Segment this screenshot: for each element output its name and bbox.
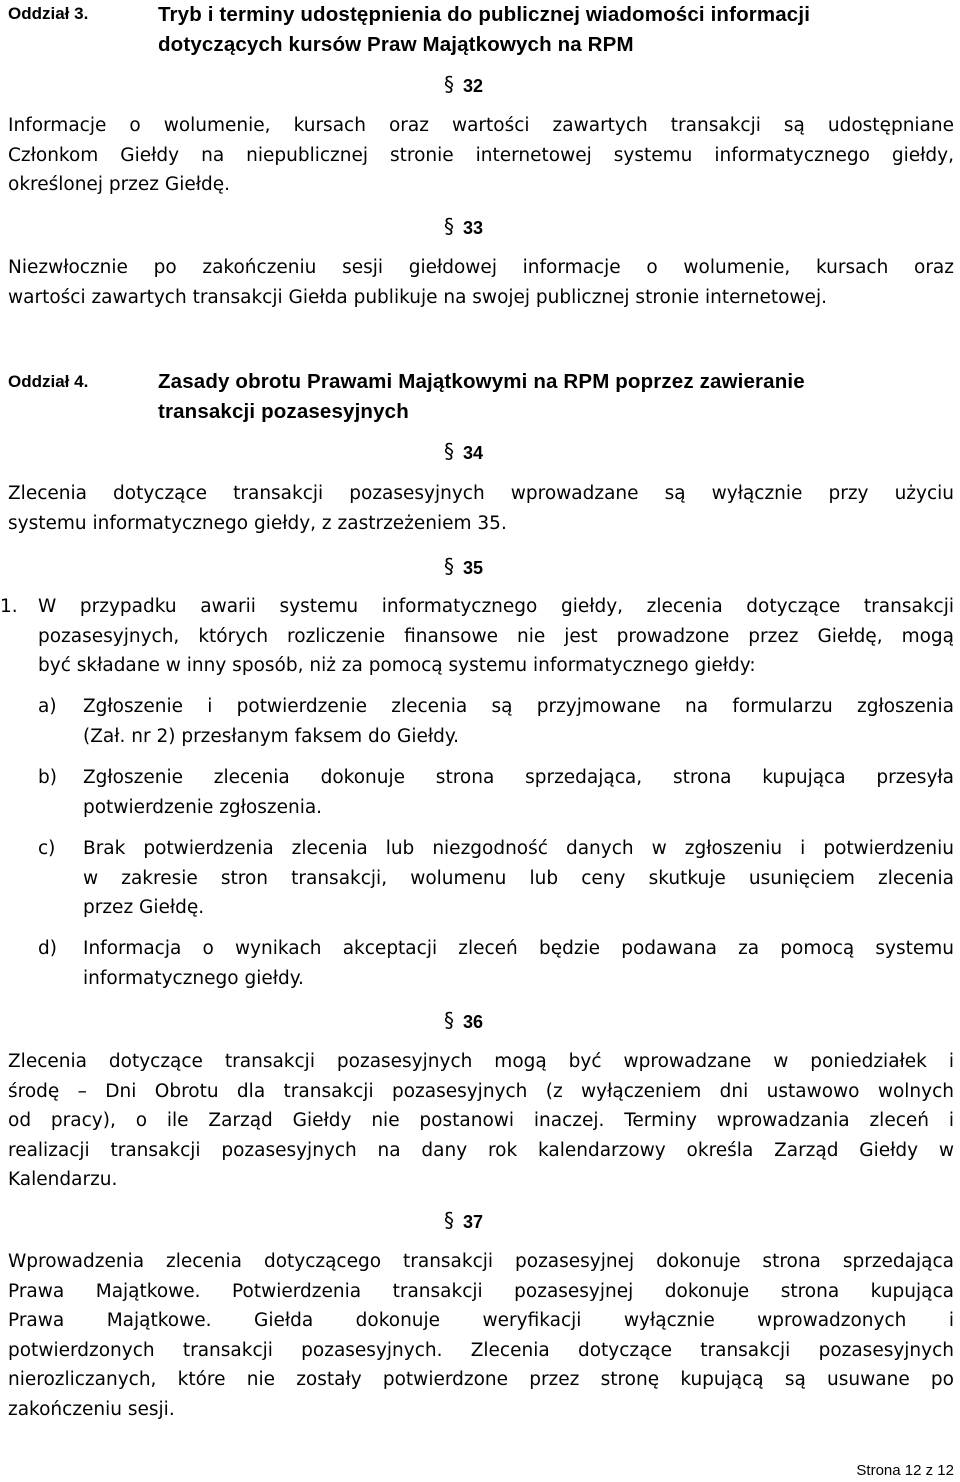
- page-number: Strona 12 z 12: [856, 1462, 954, 1479]
- section-3-title-line: dotyczących kursów Praw Majątkowych na RPM: [158, 33, 634, 56]
- section-3-title-line: Tryb i terminy udostępnienia do publicznej wiadomości informacji: [158, 3, 811, 26]
- list-item-c: [83, 834, 954, 923]
- text-line: środę – Dni Obrotu dla transakcji pozasesyjnych (z wyłączeniem dni ustawowo wolnych: [8, 1080, 954, 1102]
- paragraph-33-number: 33: [463, 218, 484, 238]
- text-line: Zgłoszenie i potwierdzenie zlecenia są przyjmowane na formularzu zgłoszenia: [83, 696, 954, 717]
- paragraph-32-number: 32: [463, 76, 484, 96]
- text-line: (Zał. nr 2) przesłanym faksem do Giełdy.: [83, 725, 460, 747]
- paragraph-35-number: 35: [463, 558, 484, 578]
- text-line: Członkom Giełdy na niepublicznej stronie internetowej systemu informatycznego giełdy,: [8, 144, 954, 166]
- text-line: Kalendarzu.: [8, 1169, 118, 1190]
- text-line: Niezwłocznie po zakończeniu sesji giełdowej informacje o wolumenie, kursach oraz: [8, 257, 954, 278]
- paragraph-36-number: 36: [463, 1012, 484, 1032]
- list-letter: a): [38, 696, 57, 717]
- paragraph-37-number: 37: [463, 1212, 484, 1232]
- section-4-title-line: Zasady obrotu Prawami Majątkowymi na RPM poprzez zawieranie: [158, 370, 805, 393]
- text-line: Zlecenia dotyczące transakcji pozasesyjnych wprowadzane są wyłącznie przy użyciu: [8, 483, 954, 504]
- paragraph-36-text: [8, 1047, 954, 1195]
- text-line: być składane w inny sposób, niż za pomocą systemu informatycznego giełdy:: [38, 655, 756, 676]
- section-sign-icon: §: [444, 1208, 454, 1232]
- section-3-label: Oddział 3.: [8, 4, 89, 23]
- text-line: Informacje o wolumenie, kursach oraz wartości zawartych transakcji są udostępniane: [8, 115, 954, 136]
- text-line: realizacji transakcji pozasesyjnych na dany rok kalendarzowy określa Zarząd Giełdy w: [8, 1139, 954, 1161]
- text-line: Brak potwierdzenia zlecenia lub niezgodność danych w zgłoszeniu i potwierdzeniu: [83, 838, 954, 859]
- list-item-b: [83, 763, 954, 822]
- text-line: wartości zawartych transakcji Giełda publikuje na swojej publicznej stronie internetowej.: [8, 286, 827, 308]
- text-line: Informacja o wynikach akceptacji zleceń będzie podawana za pomocą systemu: [83, 938, 954, 959]
- text-line: Zgłoszenie zlecenia dokonuje strona sprzedająca, strona kupująca przesyła: [83, 767, 954, 788]
- list-letter: c): [38, 838, 56, 859]
- section-4-label: Oddział 4.: [8, 372, 89, 391]
- text-line: Wprowadzenia zlecenia dotyczącego transakcji pozasesyjnej dokonuje strona sprzedająca: [8, 1251, 954, 1272]
- text-line: Zlecenia dotyczące transakcji pozasesyjnych mogą być wprowadzane w poniedziałek i: [8, 1051, 954, 1072]
- section-sign-icon: §: [444, 1008, 454, 1032]
- text-line: w zakresie stron transakcji, wolumenu lub ceny skutkuje usunięciem zlecenia: [83, 867, 954, 889]
- text-line: potwierdzenie zgłoszenia.: [83, 796, 323, 818]
- section-4-title: [158, 367, 805, 427]
- text-line: Prawa Majątkowe. Giełda dokonuje weryfikacji wyłącznie wprowadzonych i: [8, 1310, 954, 1331]
- paragraph-33-text: [8, 253, 954, 312]
- list-item-d: [83, 934, 954, 993]
- section-sign-icon: §: [444, 72, 454, 96]
- paragraph-37-text: [8, 1247, 954, 1424]
- text-line: potwierdzonych transakcji pozasesyjnych. Zlecenia dotyczące transakcji pozasesyjnych: [8, 1339, 954, 1361]
- list-letter: d): [38, 938, 57, 959]
- text-line: systemu informatycznego giełdy, z zastrzeżeniem 35.: [8, 512, 507, 534]
- list-letter: b): [38, 767, 57, 788]
- section-sign-icon: §: [444, 554, 454, 578]
- paragraph-32-text: [8, 111, 954, 200]
- text-line: informatycznego giełdy.: [83, 967, 304, 989]
- section-sign-icon: §: [444, 214, 454, 238]
- paragraph-35-item-1: [38, 592, 954, 681]
- section-sign-icon: §: [444, 439, 454, 463]
- text-line: określonej przez Giełdę.: [8, 174, 230, 195]
- text-line: od pracy), o ile Zarząd Giełdy nie postanowi inaczej. Terminy wprowadzania zleceń i: [8, 1110, 954, 1131]
- text-line: W przypadku awarii systemu informatycznego giełdy, zlecenia dotyczące transakcji: [38, 596, 954, 617]
- section-4-title-line: transakcji pozasesyjnych: [158, 400, 409, 423]
- text-line: pozasesyjnych, których rozliczenie finansowe nie jest prowadzone przez Giełdę, mogą: [38, 625, 954, 647]
- text-line: przez Giełdę.: [83, 897, 205, 918]
- paragraph-34-number: 34: [463, 443, 484, 463]
- paragraph-34-text: [8, 479, 954, 538]
- text-line: nierozliczanych, które nie zostały potwierdzone przez stronę kupującą są usuwane po: [8, 1369, 954, 1390]
- list-number: 1.: [0, 596, 18, 617]
- list-item-a: [83, 692, 954, 751]
- text-line: zakończeniu sesji.: [8, 1398, 175, 1420]
- text-line: Prawa Majątkowe. Potwierdzenia transakcji pozasesyjnej dokonuje strona kupująca: [8, 1280, 954, 1302]
- section-3-title: [158, 0, 810, 60]
